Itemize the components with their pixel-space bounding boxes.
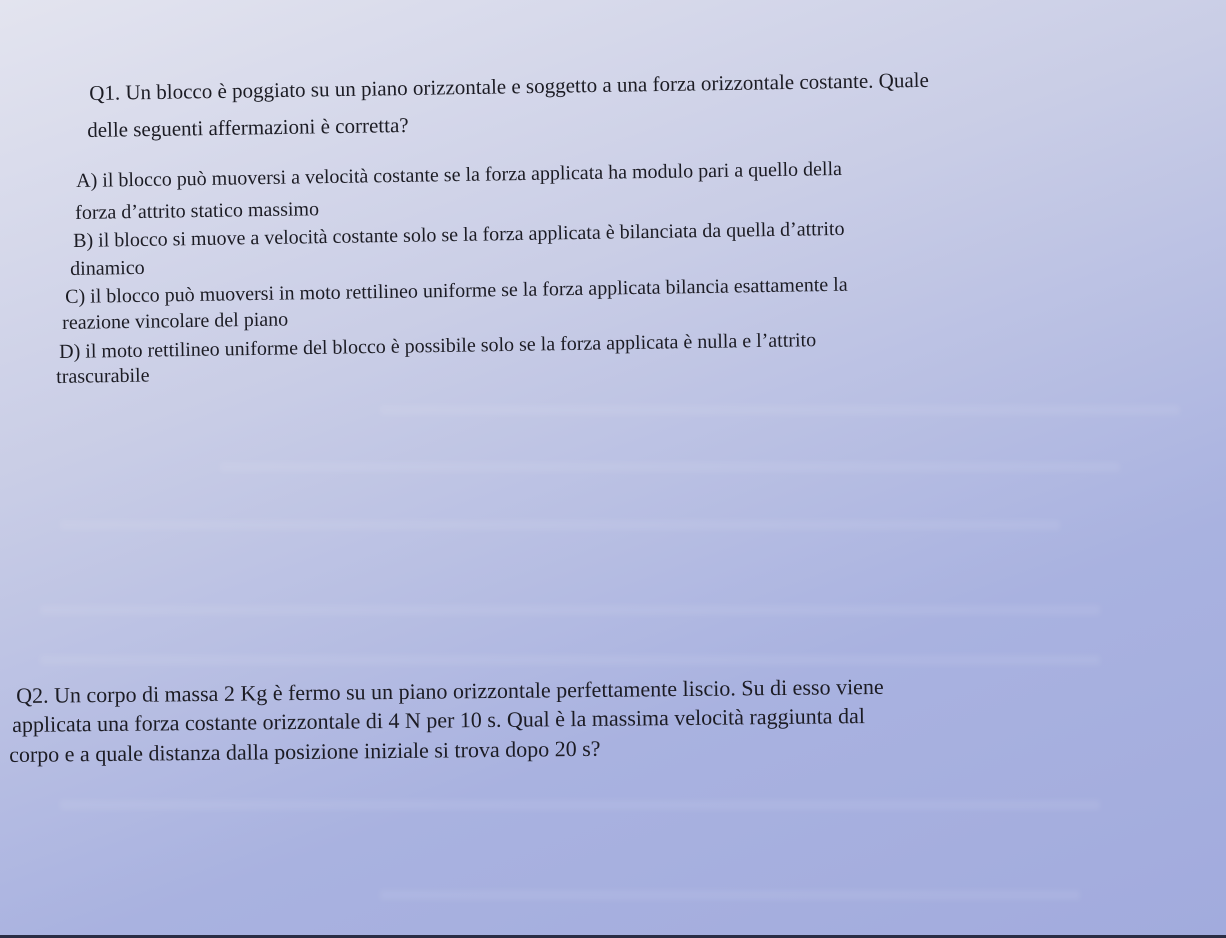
q1-stem-line-2: delle seguenti affermazioni è corretta? [87, 112, 409, 142]
q1-stem-line-1: Q1. Un blocco è poggiato su un piano orizzontale e soggetto a una forza orizzontale costante. Quale [89, 67, 929, 105]
q1-option-c-line-2: reazione vincolare del piano [62, 308, 289, 334]
show-through-line [60, 800, 1100, 810]
show-through-line [40, 605, 1100, 615]
show-through-line [380, 890, 1080, 900]
q1-option-b-line-2: dinamico [70, 256, 145, 280]
q2-text-line-2: applicata una forza costante orizzontale di 4 N per 10 s. Qual è la massima velocità raggiunta dal [12, 703, 865, 737]
q1-option-b-line-1: B) il blocco si muove a velocità costante solo se la forza applicata è bilanciata da quella d’attrito [73, 217, 845, 252]
show-through-line [380, 405, 1180, 415]
q1-option-a-line-2: forza d’attrito statico massimo [75, 198, 320, 224]
q1-option-a-line-1: A) il blocco può muoversi a velocità costante se la forza applicata ha modulo pari a quello della [76, 157, 843, 192]
q2-text-line-3: corpo e a quale distanza dalla posizione iniziale si trova dopo 20 s? [9, 735, 601, 767]
q1-option-c-line-1: C) il blocco può muoversi in moto rettilineo uniforme se la forza applicata bilancia esattamente la [65, 273, 848, 308]
q1-option-d-line-1: D) il moto rettilineo uniforme del blocco è possibile solo se la forza applicata è nulla e l’attrito [59, 329, 817, 363]
show-through-line [60, 520, 1060, 530]
show-through-line [220, 462, 1120, 472]
q2-text-line-1: Q2. Un corpo di massa 2 Kg è fermo su un piano orizzontale perfettamente liscio. Su di esso viene [16, 673, 884, 708]
show-through-line [40, 655, 1100, 665]
q1-option-d-line-2: trascurabile [56, 364, 150, 388]
